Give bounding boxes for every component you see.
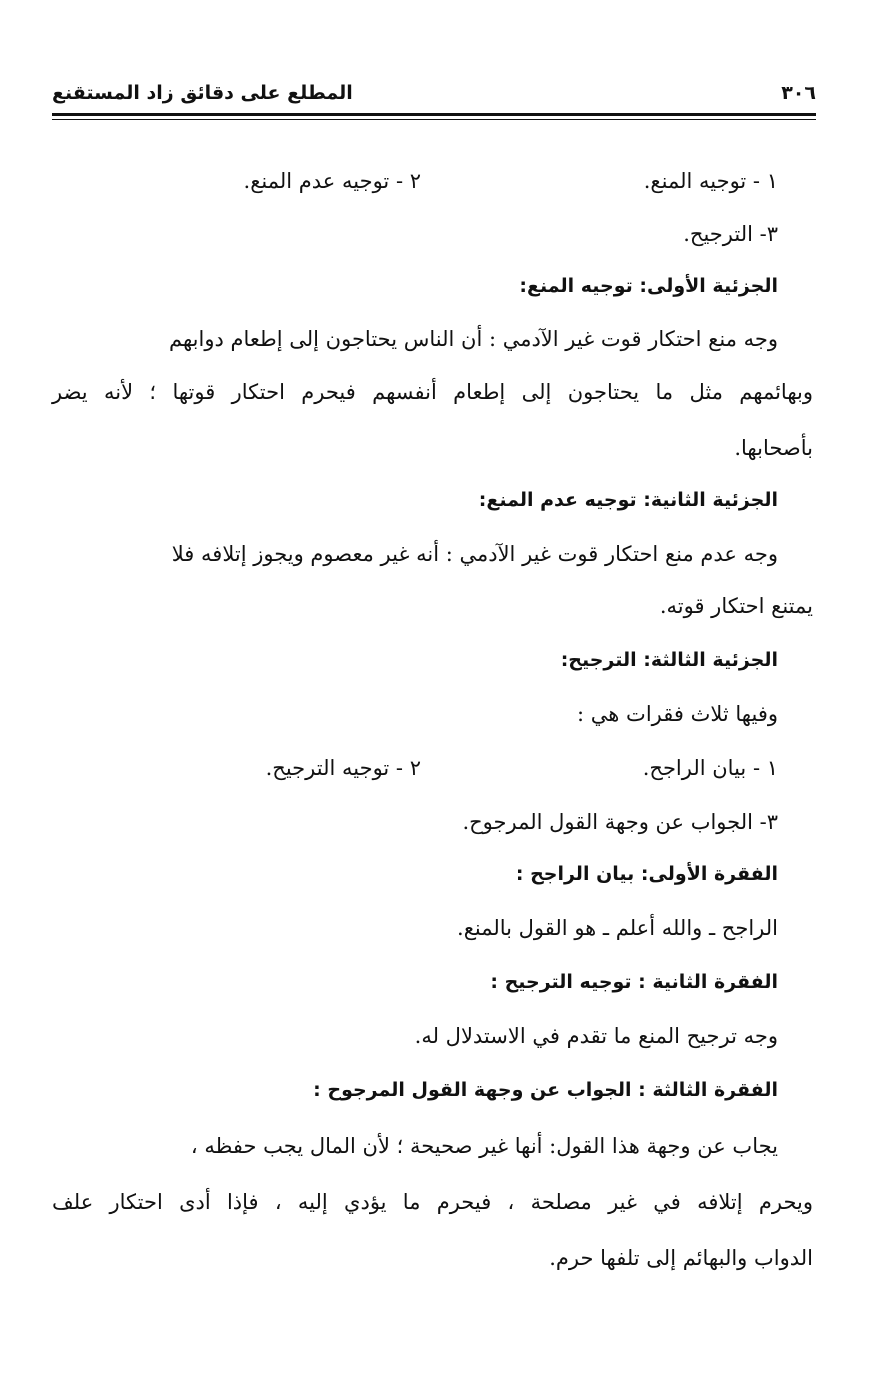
para1-line1: وجه منع احتكار قوت غير الآدمي : أن الناس يحتاجون إلى إطعام دوابهم — [169, 327, 778, 351]
header-rule-thin — [52, 119, 816, 120]
list1-item-2: ٢ - توجيه عدم المنع. — [243, 169, 421, 193]
para3-line1: يجاب عن وجهة هذا القول: أنها غير صحيحة ؛ لأن المال يجب حفظه ، — [190, 1134, 778, 1158]
header-rule-thick — [52, 113, 816, 116]
heading-second-part: الجزئية الثانية: توجيه عدم المنع: — [478, 489, 778, 511]
heading-first-part: الجزئية الأولى: توجيه المنع: — [519, 275, 778, 297]
intro-third-part: وفيها ثلاث فقرات هي : — [577, 702, 778, 726]
para3-line2: ويحرم إتلافه في غير مصلحة ، فيحرم ما يؤدي إليه ، فإذا أدى احتكار علف — [52, 1190, 813, 1214]
subheading-paragraph-3: الفقرة الثالثة : الجواب عن وجهة القول المرجوح : — [313, 1079, 778, 1101]
list2-item-2: ٢ - توجيه الترجيح. — [265, 756, 421, 780]
para1-line3: بأصحابها. — [734, 436, 813, 460]
heading-third-part: الجزئية الثالثة: الترجيح: — [560, 649, 778, 671]
list1-item-1: ١ - توجيه المنع. — [643, 169, 778, 193]
list2-item-3: ٣- الجواب عن وجهة القول المرجوح. — [462, 810, 778, 834]
list1-item-3: ٣- الترجيح. — [683, 222, 778, 246]
para1-line2: وبهائمهم مثل ما يحتاجون إلى إطعام أنفسهم فيحرم احتكار قوتها ؛ لأنه يضر — [52, 380, 813, 404]
subheading-paragraph-2: الفقرة الثانية : توجيه الترجيح : — [490, 971, 778, 993]
paragraph-1-text: الراجح ـ والله أعلم ـ هو القول بالمنع. — [457, 916, 778, 940]
list2-item-1: ١ - بيان الراجح. — [642, 756, 778, 780]
book-title: المطلع على دقائق زاد المستقنع — [52, 82, 353, 104]
para2-line1: وجه عدم منع احتكار قوت غير الآدمي : أنه غير معصوم ويجوز إتلافه فلا — [171, 542, 778, 566]
para2-line2: يمتنع احتكار قوته. — [659, 594, 813, 618]
page-header — [52, 75, 816, 111]
subheading-paragraph-1: الفقرة الأولى: بيان الراجح : — [515, 863, 778, 885]
paragraph-2-text: وجه ترجيح المنع ما تقدم في الاستدلال له. — [414, 1024, 778, 1048]
para3-line3: الدواب والبهائم إلى تلفها حرم. — [549, 1246, 813, 1270]
page-number: ٣٠٦ — [781, 82, 816, 104]
